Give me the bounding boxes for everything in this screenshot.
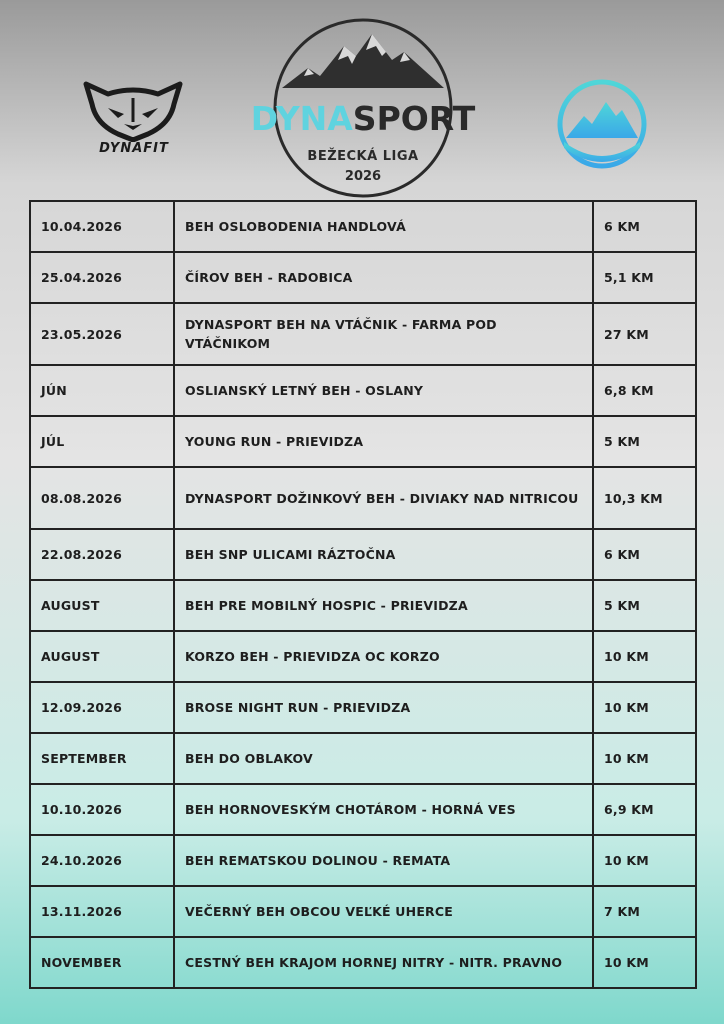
table-row	[30, 529, 696, 580]
event-distance: 6,9 KM	[593, 784, 696, 835]
event-distance: 6 KM	[593, 201, 696, 252]
event-name: BEH OSLOBODENIA HANDLOVÁ	[174, 201, 593, 252]
event-date: 08.08.2026	[30, 467, 174, 529]
event-distance: 10 KM	[593, 631, 696, 682]
event-distance: 6 KM	[593, 529, 696, 580]
event-distance: 27 KM	[593, 303, 696, 365]
event-name: BEH PRE MOBILNÝ HOSPIC - PRIEVIDZA	[174, 580, 593, 631]
event-date: AUGUST	[30, 631, 174, 682]
event-date: 25.04.2026	[30, 252, 174, 303]
event-name: BEH REMATSKOU DOLINOU - REMATA	[174, 835, 593, 886]
event-date: 13.11.2026	[30, 886, 174, 937]
league-year: 2026	[344, 169, 382, 184]
event-date: 10.04.2026	[30, 201, 174, 252]
table-row	[30, 580, 696, 631]
event-name: KORZO BEH - PRIEVIDZA OC KORZO	[174, 631, 593, 682]
event-date: 24.10.2026	[30, 835, 174, 886]
table-row	[30, 682, 696, 733]
table-row	[30, 937, 696, 988]
table-row	[30, 467, 696, 529]
event-name: DYNASPORT DOŽINKOVÝ BEH - DIVIAKY NAD NITRICOU	[174, 467, 593, 529]
event-date: SEPTEMBER	[30, 733, 174, 784]
event-distance: 5 KM	[593, 416, 696, 467]
dynafit-logo	[78, 78, 188, 168]
event-distance: 5,1 KM	[593, 252, 696, 303]
mountain-circle-icon	[556, 78, 648, 170]
event-date: NOVEMBER	[30, 937, 174, 988]
table-row	[30, 835, 696, 886]
table-row	[30, 416, 696, 467]
table-row	[30, 733, 696, 784]
event-distance: 7 KM	[593, 886, 696, 937]
table-row	[30, 252, 696, 303]
event-distance: 5 KM	[593, 580, 696, 631]
league-title: BEŽECKÁ LIGA	[307, 149, 419, 164]
events-table	[29, 200, 697, 989]
event-distance: 6,8 KM	[593, 365, 696, 416]
event-name: YOUNG RUN - PRIEVIDZA	[174, 416, 593, 467]
table-row	[30, 886, 696, 937]
event-distance: 10 KM	[593, 682, 696, 733]
table-row	[30, 631, 696, 682]
event-date: JÚN	[30, 365, 174, 416]
snow-leopard-icon	[78, 78, 188, 142]
event-date: 23.05.2026	[30, 303, 174, 365]
event-date: 10.10.2026	[30, 784, 174, 835]
event-distance: 10 KM	[593, 937, 696, 988]
event-distance: 10,3 KM	[593, 467, 696, 529]
event-date: 12.09.2026	[30, 682, 174, 733]
event-distance: 10 KM	[593, 835, 696, 886]
table-row	[30, 303, 696, 365]
event-date: JÚL	[30, 416, 174, 467]
event-date: 22.08.2026	[30, 529, 174, 580]
event-name: OSLIANSKÝ LETNÝ BEH - OSLANY	[174, 365, 593, 416]
event-name: VEČERNÝ BEH OBCOU VEĽKÉ UHERCE	[174, 886, 593, 937]
event-name: DYNASPORT BEH NA VTÁČNIK - FARMA POD VTÁČNIKOM	[174, 303, 593, 365]
dynasport-logo	[228, 10, 498, 200]
brand-part-1: DYNA	[250, 99, 353, 138]
event-name: BEH SNP ULICAMI RÁZTOČNA	[174, 529, 593, 580]
event-name: BEH DO OBLAKOV	[174, 733, 593, 784]
table-row	[30, 201, 696, 252]
event-name: CESTNÝ BEH KRAJOM HORNEJ NITRY - NITR. PRAVNO	[174, 937, 593, 988]
brand-part-2: SPORT	[352, 99, 476, 138]
event-name: BEH HORNOVESKÝM CHOTÁROM - HORNÁ VES	[174, 784, 593, 835]
table-row	[30, 365, 696, 416]
event-date: AUGUST	[30, 580, 174, 631]
event-name: BROSE NIGHT RUN - PRIEVIDZA	[174, 682, 593, 733]
table-row	[30, 784, 696, 835]
brand-name	[228, 99, 498, 138]
dynafit-wordmark: DYNAFIT	[99, 141, 169, 156]
header	[0, 0, 724, 200]
event-name: ČÍROV BEH - RADOBICA	[174, 252, 593, 303]
event-distance: 10 KM	[593, 733, 696, 784]
